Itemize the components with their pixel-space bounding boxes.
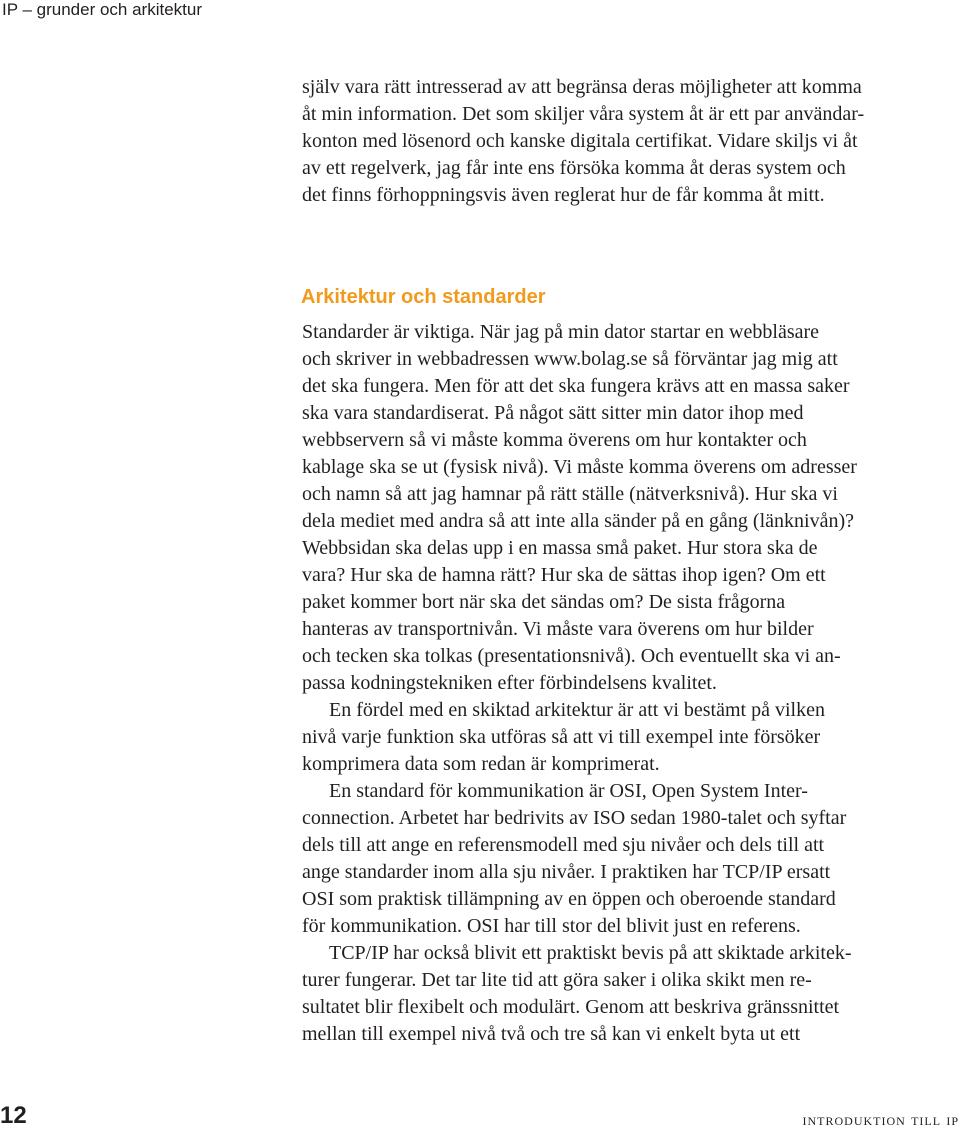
- body-text-line: webbservern så vi måste komma överens om hur kontakter och: [302, 429, 807, 451]
- body-text-line: dela mediet med andra så att inte alla sänder på en gång (länknivån)?: [302, 510, 854, 532]
- section-heading: Arkitektur och standarder: [301, 286, 546, 308]
- body-text-line: komprimera data som redan är komprimerat.: [302, 753, 660, 775]
- body-text-line: det ska fungera. Men för att det ska fungera krävs att en massa saker: [302, 375, 850, 397]
- body-text-line: själv vara rätt intresserad av att begränsa deras möjligheter att komma: [302, 76, 862, 98]
- body-text-line: kablage ska se ut (fysisk nivå). Vi måste komma överens om adresser: [302, 456, 857, 478]
- body-text-line: paket kommer bort när ska det sändas om? De sista frågorna: [302, 591, 786, 613]
- body-text-line: TCP/IP har också blivit ett praktiskt bevis på att skiktade arkitek-: [329, 942, 852, 964]
- body-text-line: passa kodningstekniken efter förbindelsens kvalitet.: [302, 672, 717, 694]
- body-text-line: nivå varje funktion ska utföras så att vi till exempel inte försöker: [302, 726, 821, 748]
- body-text-line: En fördel med en skiktad arkitektur är att vi bestämt på vilken: [329, 699, 825, 721]
- body-text-line: En standard för kommunikation är OSI, Open System Inter-: [329, 780, 808, 802]
- body-text-line: konton med lösenord och kanske digitala certifikat. Vidare skiljs vi åt: [302, 130, 858, 152]
- body-text-line: sultatet blir flexibelt och modulärt. Genom att beskriva gränssnittet: [302, 996, 840, 1018]
- body-text-line: ska vara standardiserat. På något sätt sitter min dator ihop med: [302, 402, 804, 424]
- body-text-line: Standarder är viktiga. När jag på min dator startar en webbläsare: [302, 321, 820, 343]
- body-text-line: turer fungerar. Det tar lite tid att göra saker i olika skikt men re-: [302, 969, 812, 991]
- body-text-line: connection. Arbetet har bedrivits av ISO sedan 1980-talet och syftar: [302, 807, 847, 829]
- body-text-line: OSI som praktisk tillämpning av en öppen och oberoende standard: [302, 888, 836, 910]
- body-text-line: av ett regelverk, jag får inte ens försöka komma åt deras system och: [302, 157, 846, 179]
- body-text-line: det finns förhoppningsvis även reglerat hur de får komma åt mitt.: [302, 184, 825, 206]
- body-text-line: Webbsidan ska delas upp i en massa små paket. Hur stora ska de: [302, 537, 818, 559]
- body-text-line: och tecken ska tolkas (presentationsnivå). Och eventuellt ska vi an-: [302, 645, 841, 667]
- body-text-line: mellan till exempel nivå två och tre så kan vi enkelt byta ut ett: [302, 1023, 801, 1045]
- running-footer: introduktion till ip: [802, 1110, 959, 1129]
- body-text-line: åt min information. Det som skiljer våra system åt är ett par användar-: [302, 103, 865, 125]
- page-number: 12: [0, 1102, 27, 1129]
- body-text-line: vara? Hur ska de hamna rätt? Hur ska de sättas ihop igen? Om ett: [302, 564, 826, 586]
- body-text-line: dels till att ange en referensmodell med sju nivåer och dels till att: [302, 834, 825, 856]
- running-header: IP – grunder och arkitektur: [2, 0, 203, 19]
- body-text-line: hanteras av transportnivån. Vi måste vara överens om hur bilder: [302, 618, 814, 640]
- body-text-line: ange standarder inom alla sju nivåer. I praktiken har TCP/IP ersatt: [302, 861, 831, 883]
- body-text-line: för kommunikation. OSI har till stor del blivit just en referens.: [302, 915, 801, 937]
- body-text-line: och namn så att jag hamnar på rätt ställe (nätverksnivå). Hur ska vi: [302, 483, 838, 505]
- body-text-line: och skriver in webbadressen www.bolag.se så förväntar jag mig att: [302, 348, 838, 370]
